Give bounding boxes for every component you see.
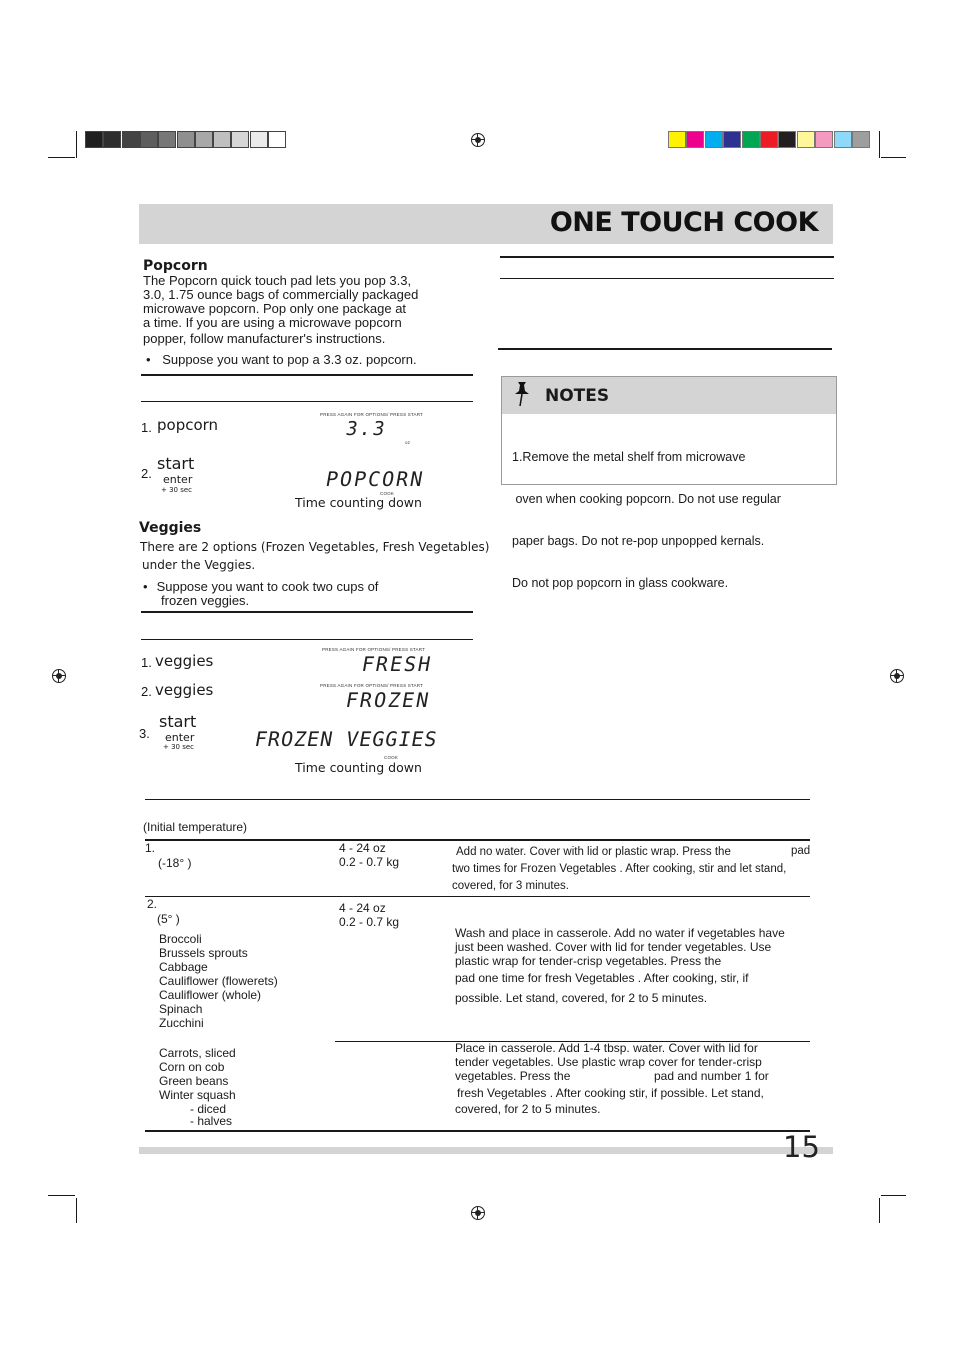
divider	[500, 256, 834, 258]
table-rule	[145, 839, 810, 841]
row-temperature: (5° )	[157, 912, 180, 926]
gray-swatch	[103, 131, 121, 148]
step-number: 3.	[139, 726, 150, 741]
step-number: 1.	[141, 655, 152, 670]
start-pad-sublabel: enter	[163, 473, 193, 486]
start-pad-sublabel: + 30 sec	[163, 743, 195, 751]
gray-swatch	[140, 131, 158, 148]
divider	[141, 374, 473, 376]
lcd-display: FROZEN VEGGIES	[252, 727, 440, 751]
row-number: 1.	[145, 841, 156, 855]
gray-swatch	[250, 131, 268, 148]
gray-swatch	[177, 131, 195, 148]
color-swatch	[797, 131, 815, 148]
color-swatch	[668, 131, 686, 148]
popcorn-bullet: • Suppose you want to pop a 3.3 oz. popcorn.	[146, 352, 417, 367]
start-pad-sublabel: + 30 sec	[161, 486, 193, 494]
crop-mark	[76, 131, 77, 158]
popcorn-intro: The Popcorn quick touch pad lets you pop 3.3, 3.0, 1.75 ounce bags of commercially packaged microwave popcorn. Pop only one package at a time. If you are using a microwave popcorn popper, follow manufacturer's instructions.	[143, 273, 419, 346]
veggies-heading: Veggies	[139, 520, 202, 536]
display-hint: PRESS AGAIN FOR OPTIONS/ PRESS START	[320, 683, 424, 688]
color-swatch	[760, 131, 778, 148]
veggies-intro-line2: under the Veggies.	[142, 558, 256, 572]
crop-mark	[881, 1195, 906, 1196]
table-top-rule	[145, 799, 810, 800]
popcorn-pad-label: popcorn	[157, 416, 219, 434]
table-rule	[145, 896, 810, 897]
page-title: ONE TOUCH COOK	[549, 207, 818, 238]
display-unit: oz	[405, 440, 411, 445]
veggies-pad-label: veggies	[155, 652, 214, 670]
notes-text: 1.Remove the metal shelf from microwave oven when cooking popcorn. Do not use regular paper bags. Do not re-pop unpopped kernals. Do not pop popcorn in glass cookware.	[512, 450, 781, 590]
lcd-display: 3.3	[344, 418, 389, 440]
registration-mark-icon	[471, 1206, 485, 1220]
gray-swatch	[85, 131, 103, 148]
lcd-display: FROZEN	[343, 688, 433, 712]
color-swatch	[834, 131, 852, 148]
step-number: 2.	[141, 466, 152, 481]
registration-mark-icon	[471, 133, 485, 147]
crop-mark	[48, 1195, 75, 1196]
row-amount: 4 - 24 oz 0.2 - 0.7 kg	[339, 901, 400, 929]
footer-band	[139, 1147, 833, 1154]
color-swatch	[852, 131, 870, 148]
row-instructions: Place in casserole. Add 1-4 tbsp. water. Cover with lid for tender vegetables. Use plastic wrap cover for tender-crisp vegetables. Press the fresh Vegetables . After cooking stir, if possible. Let stand, covered, for 2 to 5 minutes.	[455, 1041, 764, 1116]
row-instructions-pad: pad and number 1 for	[654, 1069, 769, 1083]
bullet-icon: •	[146, 352, 151, 367]
cook-indicator: COOK	[380, 491, 395, 496]
bullet-icon: •	[143, 579, 148, 594]
divider	[141, 611, 473, 613]
color-swatch	[686, 131, 704, 148]
start-pad-label: start	[157, 454, 195, 473]
divider	[141, 639, 473, 640]
color-swatch	[778, 131, 796, 148]
row-number: 2.	[147, 897, 158, 911]
veggies-pad-label: veggies	[155, 681, 214, 699]
cook-indicator: COOK	[384, 755, 399, 760]
crop-mark	[879, 1198, 880, 1223]
divider	[500, 278, 834, 279]
veggies-bullet: • Suppose you want to cook two cups of frozen veggies.	[143, 579, 379, 608]
table-bottom-rule	[145, 1130, 810, 1132]
gray-swatch	[122, 131, 140, 148]
display-caption: Time counting down	[295, 495, 422, 510]
page-number: 15	[783, 1130, 820, 1164]
gray-swatch	[195, 131, 213, 148]
row-items: Carrots, sliced Corn on cob Green beans Winter squash - diced - halves	[159, 1046, 236, 1128]
color-swatch	[723, 131, 741, 148]
gray-swatch	[213, 131, 231, 148]
gray-swatch	[231, 131, 249, 148]
pushpin-icon	[512, 381, 532, 407]
divider	[498, 348, 832, 350]
table-header-note: (Initial temperature)	[143, 820, 248, 834]
display-hint: PRESS AGAIN FOR OPTIONS/ PRESS START	[322, 647, 426, 652]
divider	[141, 401, 473, 402]
start-pad-label: start	[159, 712, 197, 731]
popcorn-heading: Popcorn	[143, 258, 208, 274]
gray-swatch	[268, 131, 286, 148]
display-caption: Time counting down	[295, 760, 422, 775]
display-hint: PRESS AGAIN FOR OPTIONS/ PRESS START	[320, 412, 424, 417]
lcd-display: POPCORN	[323, 467, 427, 491]
color-swatch	[705, 131, 723, 148]
color-swatch	[815, 131, 833, 148]
row-instructions: Add no water. Cover with lid or plastic wrap. Press the two times for Frozen Vegetables . After cooking, stir and let stand, covered, for 3 minutes.	[452, 846, 787, 892]
start-pad-sublabel: enter	[165, 731, 195, 744]
row-temperature: (-18° )	[158, 856, 192, 870]
step-number: 2.	[141, 684, 152, 699]
color-swatch	[742, 131, 760, 148]
registration-mark-icon	[890, 669, 904, 683]
gray-swatch	[158, 131, 176, 148]
notes-title: NOTES	[545, 386, 610, 406]
lcd-display: FRESH	[359, 652, 435, 676]
crop-mark	[48, 157, 75, 158]
step-number: 1.	[141, 420, 152, 435]
registration-mark-icon	[52, 669, 66, 683]
veggies-intro: There are 2 options (Frozen Vegetables, Fresh Vegetables)	[140, 540, 490, 554]
row-instructions-pad: pad	[791, 845, 811, 857]
row-amount: 4 - 24 oz 0.2 - 0.7 kg	[339, 841, 400, 869]
crop-mark	[881, 157, 906, 158]
row-instructions: Wash and place in casserole. Add no water if vegetables have just been washed. Cover with lid for tender vegetables. Use plastic wrap for tender-crisp vegetables. Press the pad one time for fresh Vegetables . After cooking, stir, if possible. Let stand, covered, for 2 to 5 minutes.	[455, 926, 785, 1005]
row-items: Broccoli Brussels sprouts Cabbage Cauliflower (flowerets) Cauliflower (whole) Spinach Zucchini	[159, 932, 278, 1030]
crop-mark	[879, 131, 880, 158]
crop-mark	[76, 1198, 77, 1223]
